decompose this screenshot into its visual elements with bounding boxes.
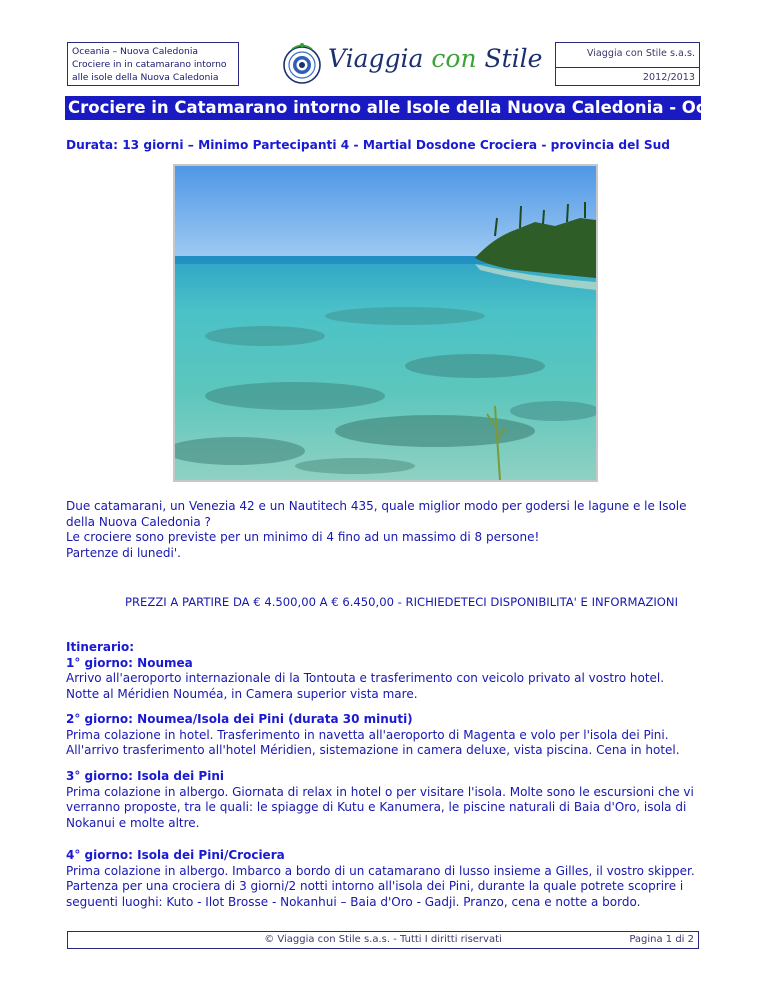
company-name: Viaggia con Stile s.a.s. — [586, 48, 695, 59]
divider — [556, 67, 699, 68]
day-block — [66, 712, 680, 759]
day-line: Nokanui e molte altre. — [66, 815, 200, 830]
page-number: Pagina 1 di 2 — [629, 934, 694, 945]
logo-emblem-icon — [280, 40, 324, 88]
day-heading: 4° giorno: Isola dei Pini/Crociera — [66, 848, 285, 862]
day-block — [66, 769, 694, 831]
page-footer — [67, 931, 699, 949]
copyright: © Viaggia con Stile s.a.s. - Tutti I diritti riservati — [264, 934, 502, 945]
header-line: Oceania – Nuova Caledonia — [72, 46, 199, 57]
intro-line: della Nuova Caledonia ? — [66, 514, 211, 529]
day-line: Prima colazione in albergo. Giornata di relax in hotel o per visitare l'isola. Molte sono le escursioni che vi — [66, 784, 694, 799]
logo — [280, 40, 543, 88]
header-line: Crociere in in catamarano intorno — [72, 59, 227, 70]
day-line: Prima colazione in albergo. Imbarco a bordo di un catamarano di lusso insieme a Gilles, il vostro skipper. — [66, 863, 695, 878]
day-block — [66, 848, 695, 910]
day-line: Partenza per una crociera di 3 giorni/2 notti intorno all'isola dei Pini, durante la quale potrete scoprire i — [66, 879, 684, 893]
intro-line: Due catamarani, un Venezia 42 e un Nautitech 435, quale miglior modo per godersi le lagune e le Isole — [66, 499, 687, 513]
logo-word: Viaggia — [328, 44, 424, 73]
header-line: alle isole della Nuova Caledonia — [72, 72, 219, 83]
day-heading: 1° giorno: Noumea — [66, 655, 193, 670]
itinerary — [66, 640, 664, 702]
day-heading: 2° giorno: Noumea/Isola dei Pini (durata 30 minuti) — [66, 712, 413, 726]
page-title: Crociere in Catamarano intorno alle Isole della Nuova Caledonia - Oceania — [65, 96, 701, 120]
season-year: 2012/2013 — [642, 72, 695, 83]
day-line: Notte al Méridien Nouméa, in Camera superior vista mare. — [66, 686, 418, 701]
price-range: PREZZI A PARTIRE DA € 4.500,00 A € 6.450,00 - RICHIEDETECI DISPONIBILITA' E INFORMAZIONI — [125, 595, 679, 609]
logo-word: Stile — [484, 44, 543, 73]
day-heading: 3° giorno: Isola dei Pini — [66, 769, 224, 783]
day-line: seguenti luoghi: Kuto - Ilot Brosse - Nokanhui – Baia d'Oro - Gadji. Pranzo, cena e notte a bordo. — [66, 894, 641, 909]
logo-word: con — [431, 44, 477, 73]
itinerary-label: Itinerario: — [66, 640, 135, 654]
logo-wordmark — [328, 44, 542, 73]
header-doc-info — [67, 42, 239, 86]
day-line: All'arrivo trasferimento all'hotel Méridien, sistemazione in camera deluxe, vista piscina. Cena in hotel. — [66, 743, 680, 757]
intro-line: Le crociere sono previste per un minimo di 4 fino ad un massimo di 8 persone! — [66, 530, 540, 544]
header-company-box — [555, 42, 700, 86]
day-line: verranno proposte, tra le quali: le spiagge di Kutu e Kanumera, le piscine naturali di Baia d'Oro, isola di — [66, 800, 687, 814]
trip-summary: Durata: 13 giorni – Minimo Partecipanti 4 - Martial Dosdone Crociera - provincia del Sud — [66, 138, 670, 152]
day-line: Prima colazione in hotel. Trasferimento in navetta all'aeroporto di Magenta e volo per l'isola dei Pini. — [66, 727, 669, 742]
intro-paragraph — [66, 499, 687, 561]
intro-line: Partenze di lunedi'. — [66, 545, 181, 560]
lagoon-photo — [173, 164, 598, 482]
day-line: Arrivo all'aeroporto internazionale di la Tontouta e trasferimento con veicolo privato al vostro hotel. — [66, 671, 665, 685]
